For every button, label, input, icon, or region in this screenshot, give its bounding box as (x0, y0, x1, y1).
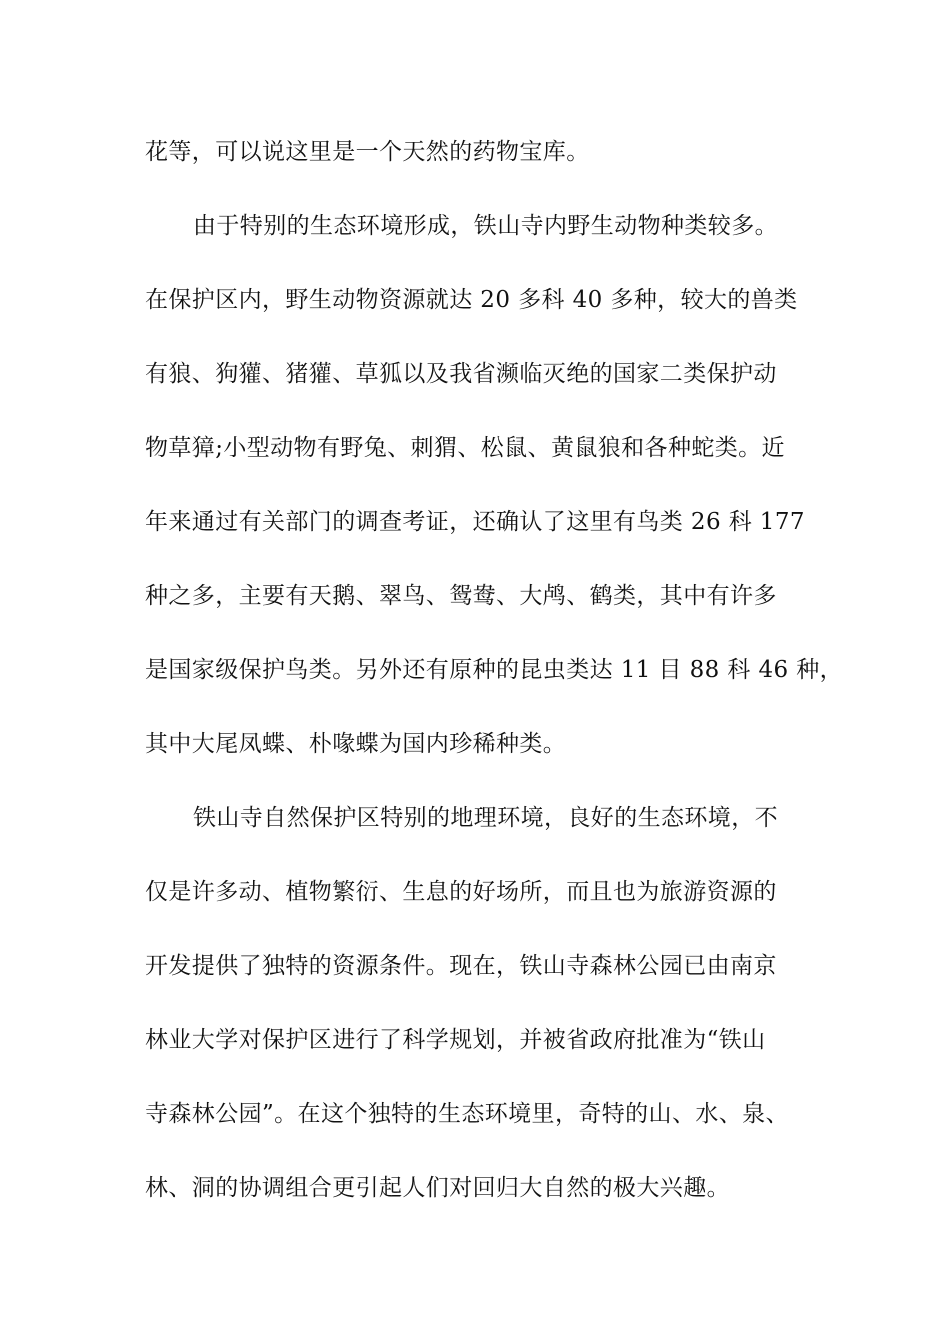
text-line: 年来通过有关部门的调查考证，还确认了这里有鸟类 26 科 177 (145, 509, 805, 535)
text-line: 开发提供了独特的资源条件。现在，铁山寺森林公园已由南京 (145, 953, 777, 979)
text-line: 仅是许多动、植物繁衍、生息的好场所，而且也为旅游资源的 (145, 879, 777, 905)
text-line: 林、洞的协调组合更引起人们对回归大自然的极大兴趣。 (145, 1175, 730, 1201)
text-line: 在保护区内，野生动物资源就达 20 多科 40 多种，较大的兽类 (145, 287, 798, 313)
text-line: 是国家级保护鸟类。另外还有原种的昆虫类达 11 目 88 科 46 种， (145, 657, 844, 683)
paragraph-2 (145, 201, 844, 793)
text-line: 种之多，主要有天鹅、翠鸟、鸳鸯、大鸬、鹤类，其中有许多 (145, 583, 777, 609)
text-line: 花等，可以说这里是一个天然的药物宝库。 (145, 139, 590, 165)
text-line: 其中大尾凤蝶、朴喙蝶为国内珍稀种类。 (145, 731, 567, 757)
text-line: 物草獐;小型动物有野兔、刺猬、松鼠、黄鼠狼和各种蛇类。近 (145, 435, 785, 461)
text-line: 寺森林公园”。在这个独特的生态环境里，奇特的山、水、泉、 (145, 1101, 789, 1127)
text-line: 林业大学对保护区进行了科学规划，并被省政府批准为“铁山 (145, 1027, 766, 1053)
text-line: 有狼、狗獾、猪獾、草狐以及我省濒临灭绝的国家二类保护动 (145, 361, 777, 387)
text-line: 由于特别的生态环境形成，铁山寺内野生动物种类较多。 (193, 213, 778, 239)
paragraph-3 (145, 793, 835, 1237)
text-line: 铁山寺自然保护区特别的地理环境，良好的生态环境，不 (193, 805, 778, 831)
document-body (145, 127, 844, 1237)
paragraph-1 (145, 127, 835, 201)
